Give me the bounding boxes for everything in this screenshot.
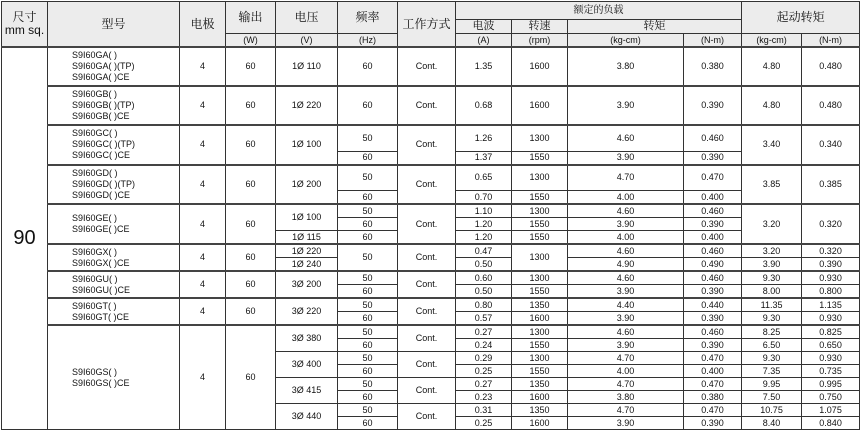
torque-kg-cell: 3.90 (568, 312, 684, 326)
torque-kg-cell: 4.70 (568, 352, 684, 365)
freq-cell: 60 (338, 365, 398, 378)
torque-kg-cell: 3.90 (568, 151, 684, 165)
model-name: S9I60GD( )CE (72, 189, 131, 200)
current-cell: 1.10 (456, 204, 512, 218)
current-cell: 1.20 (456, 231, 512, 245)
voltage-cell: 1Ø 220 (276, 86, 338, 125)
voltage-cell: 3Ø 415 (276, 378, 338, 404)
size-header-line2: mm sq. (4, 23, 45, 37)
current-cell: 0.65 (456, 165, 512, 191)
start-nm-cell: 1.135 (802, 298, 860, 312)
start-nm-cell: 0.750 (802, 391, 860, 404)
speed-cell: 1350 (512, 298, 568, 312)
torque-kg-cell: 3.90 (568, 86, 684, 125)
speed-cell: 1600 (512, 391, 568, 404)
freq-unit: (Hz) (338, 34, 398, 48)
output-cell: 60 (226, 86, 276, 125)
mode-header: 工作方式 (398, 2, 456, 48)
speed-unit: (rpm) (512, 34, 568, 48)
torque-kg-cell: 4.70 (568, 165, 684, 191)
size-cell: 90 (2, 47, 48, 430)
torque-kg-cell: 3.90 (568, 417, 684, 430)
start-unit-nm: (N-m) (802, 34, 860, 48)
start-nm-cell: 0.320 (802, 204, 860, 244)
freq-cell: 60 (338, 312, 398, 326)
start-kg-cell: 6.50 (742, 339, 802, 352)
voltage-cell: 3Ø 220 (276, 298, 338, 325)
start-kg-cell: 3.20 (742, 244, 802, 258)
speed-cell: 1600 (512, 312, 568, 326)
model-name: S9I60GU( ) (72, 273, 118, 284)
torque-kg-cell: 4.60 (568, 244, 684, 258)
mode-cell: Cont. (398, 86, 456, 125)
table-body (2, 47, 860, 430)
output-cell: 60 (226, 325, 276, 430)
freq-cell: 60 (338, 391, 398, 404)
model-name: S9I60GX( )CE (72, 257, 130, 268)
model-cell (48, 86, 180, 125)
size-header-line1: 尺寸 (12, 10, 37, 24)
model-name: S9I60GD( )(TP) (72, 178, 136, 189)
model-name: S9I60GC( ) (72, 128, 118, 139)
poles-cell: 4 (180, 244, 226, 271)
model-name: S9I60GU( )CE (72, 284, 131, 295)
start-kg-cell: 9.30 (742, 271, 802, 285)
current-cell: 0.57 (456, 312, 512, 326)
start-nm-cell: 0.390 (802, 258, 860, 272)
output-cell: 60 (226, 298, 276, 325)
output-cell: 60 (226, 271, 276, 298)
poles-cell: 4 (180, 86, 226, 125)
start-kg-cell: 7.35 (742, 365, 802, 378)
voltage-cell: 3Ø 200 (276, 271, 338, 298)
poles-header: 电极 (180, 2, 226, 48)
torque-nm-cell: 0.390 (684, 339, 742, 352)
start-kg-cell: 9.30 (742, 312, 802, 326)
freq-cell: 50 (338, 352, 398, 365)
speed-cell: 1550 (512, 339, 568, 352)
start-kg-cell: 9.30 (742, 352, 802, 365)
torque-kg-cell: 4.60 (568, 271, 684, 285)
freq-cell: 60 (338, 285, 398, 299)
start-nm-cell: 1.075 (802, 404, 860, 417)
torque-nm-cell: 0.390 (684, 86, 742, 125)
model-name: S9I60GE( )CE (72, 224, 130, 234)
torque-nm-cell: 0.390 (684, 417, 742, 430)
table-row (2, 271, 860, 285)
voltage-cell: 1Ø 220 (276, 244, 338, 258)
freq-cell: 50 (338, 298, 398, 312)
current-cell: 0.68 (456, 86, 512, 125)
voltage-cell: 1Ø 115 (276, 231, 338, 245)
current-cell: 0.60 (456, 271, 512, 285)
start-nm-cell: 0.840 (802, 417, 860, 430)
mode-cell: Cont. (398, 165, 456, 205)
torque-kg-cell: 4.60 (568, 204, 684, 218)
model-name: S9I60GC( )(TP) (72, 139, 136, 150)
torque-nm-cell: 0.390 (684, 151, 742, 165)
voltage-cell: 3Ø 400 (276, 352, 338, 378)
table-row (2, 125, 860, 138)
start-nm-cell: 0.650 (802, 339, 860, 352)
model-name: S9I60GT( ) (72, 300, 117, 311)
output-header: 输出 (226, 2, 276, 34)
spec-table (1, 1, 860, 430)
mode-cell: Cont. (398, 47, 456, 86)
start-kg-cell: 3.20 (742, 204, 802, 244)
start-nm-cell: 0.735 (802, 365, 860, 378)
freq-cell: 50 (338, 125, 398, 151)
freq-cell: 50 (338, 378, 398, 391)
start-kg-cell: 7.50 (742, 391, 802, 404)
start-kg-cell: 3.90 (742, 258, 802, 272)
voltage-cell: 3Ø 440 (276, 404, 338, 430)
speed-cell: 1300 (512, 244, 568, 271)
freq-cell: 50 (338, 404, 398, 417)
start-kg-cell: 8.40 (742, 417, 802, 430)
torque-nm-cell: 0.400 (684, 191, 742, 205)
speed-cell: 1550 (512, 365, 568, 378)
speed-cell: 1350 (512, 404, 568, 417)
mode-cell: Cont. (398, 125, 456, 165)
output-unit: (W) (226, 34, 276, 48)
current-cell: 0.29 (456, 352, 512, 365)
model-name: S9I60GB( )CE (72, 111, 130, 121)
freq-cell: 50 (338, 271, 398, 285)
start-kg-cell: 3.40 (742, 125, 802, 165)
current-cell: 0.80 (456, 298, 512, 312)
start-unit-kg: (kg-cm) (742, 34, 802, 48)
speed-cell: 1300 (512, 271, 568, 285)
poles-cell: 4 (180, 298, 226, 325)
poles-cell: 4 (180, 271, 226, 298)
torque-kg-cell: 4.70 (568, 404, 684, 417)
poles-cell: 4 (180, 125, 226, 165)
poles-cell: 4 (180, 325, 226, 430)
model-cell (48, 125, 180, 165)
current-cell: 0.27 (456, 325, 512, 339)
model-name: S9I60GA( ) (72, 50, 118, 60)
current-header: 电波 (456, 20, 512, 34)
start-nm-cell: 0.930 (802, 312, 860, 326)
freq-cell: 50 (338, 325, 398, 339)
torque-nm-cell: 0.470 (684, 352, 742, 365)
torque-kg-cell: 3.90 (568, 339, 684, 352)
torque-nm-cell: 0.400 (684, 231, 742, 245)
speed-cell: 1550 (512, 231, 568, 245)
freq-cell: 50 (338, 204, 398, 218)
speed-cell: 1550 (512, 218, 568, 231)
freq-cell: 60 (338, 191, 398, 205)
model-name: S9I60GA( )(TP) (72, 61, 135, 71)
torque-nm-cell: 0.390 (684, 218, 742, 231)
start-nm-cell: 0.930 (802, 271, 860, 285)
torque-nm-cell: 0.440 (684, 298, 742, 312)
torque-nm-cell: 0.380 (684, 47, 742, 86)
current-cell: 0.31 (456, 404, 512, 417)
voltage-cell: 1Ø 200 (276, 165, 338, 205)
current-unit: (A) (456, 34, 512, 48)
torque-kg-cell: 4.00 (568, 191, 684, 205)
speed-cell: 1300 (512, 165, 568, 191)
model-name: S9I60GC( )CE (72, 150, 131, 161)
freq-cell: 60 (338, 47, 398, 86)
freq-cell: 60 (338, 86, 398, 125)
current-cell: 1.35 (456, 47, 512, 86)
speed-cell: 1550 (512, 151, 568, 165)
model-name: S9I60GA( )CE (72, 72, 130, 82)
current-cell: 0.50 (456, 258, 512, 272)
torque-nm-cell: 0.470 (684, 378, 742, 391)
start-kg-cell: 4.80 (742, 47, 802, 86)
model-name: S9I60GB( ) (72, 89, 118, 99)
start-kg-cell: 3.85 (742, 165, 802, 205)
torque-nm-cell: 0.460 (684, 204, 742, 218)
table-row (2, 165, 860, 178)
start-torque-header: 起动转矩 (742, 2, 860, 34)
torque-nm-cell: 0.460 (684, 325, 742, 339)
torque-nm-cell: 0.460 (684, 244, 742, 258)
torque-kg-cell: 4.90 (568, 258, 684, 272)
output-cell: 60 (226, 165, 276, 205)
speed-cell: 1550 (512, 285, 568, 299)
output-cell: 60 (226, 204, 276, 244)
freq-header: 频率 (338, 2, 398, 34)
start-nm-cell: 0.480 (802, 47, 860, 86)
table-row (2, 244, 860, 258)
mode-cell: Cont. (398, 271, 456, 298)
speed-cell: 1300 (512, 325, 568, 339)
rated-load-header: 额定的负载 (456, 2, 742, 20)
start-kg-cell: 4.80 (742, 86, 802, 125)
model-cell (48, 298, 180, 325)
model-cell (48, 244, 180, 271)
start-nm-cell: 0.800 (802, 285, 860, 299)
current-cell: 1.26 (456, 125, 512, 151)
current-cell: 0.47 (456, 244, 512, 258)
output-cell: 60 (226, 244, 276, 271)
torque-nm-cell: 0.460 (684, 271, 742, 285)
start-nm-cell: 0.480 (802, 86, 860, 125)
mode-cell: Cont. (398, 378, 456, 404)
model-name: S9I60GT( )CE (72, 311, 130, 322)
start-nm-cell: 0.385 (802, 165, 860, 205)
speed-cell: 1600 (512, 86, 568, 125)
torque-kg-cell: 3.90 (568, 218, 684, 231)
current-cell: 0.23 (456, 391, 512, 404)
output-cell: 60 (226, 47, 276, 86)
torque-nm-cell: 0.470 (684, 404, 742, 417)
freq-cell: 60 (338, 151, 398, 165)
voltage-cell: 1Ø 110 (276, 47, 338, 86)
size-header (2, 2, 48, 48)
torque-kg-cell: 4.40 (568, 298, 684, 312)
torque-kg-cell: 4.70 (568, 378, 684, 391)
voltage-header: 电压 (276, 2, 338, 34)
speed-cell: 1300 (512, 352, 568, 365)
voltage-cell: 3Ø 380 (276, 325, 338, 352)
torque-kg-cell: 4.00 (568, 365, 684, 378)
current-cell: 1.37 (456, 151, 512, 165)
mode-cell: Cont. (398, 325, 456, 352)
torque-unit-nm: (N-m) (684, 34, 742, 48)
model-name: S9I60GS( ) (72, 366, 118, 377)
freq-cell: 60 (338, 218, 398, 231)
output-cell: 60 (226, 125, 276, 165)
torque-kg-cell: 4.60 (568, 125, 684, 151)
mode-cell: Cont. (398, 298, 456, 325)
speed-cell: 1350 (512, 378, 568, 391)
speed-cell: 1300 (512, 125, 568, 151)
current-cell: 0.27 (456, 378, 512, 391)
torque-kg-cell: 4.00 (568, 231, 684, 245)
start-kg-cell: 8.00 (742, 285, 802, 299)
current-cell: 0.70 (456, 191, 512, 205)
model-cell (48, 271, 180, 298)
freq-cell: 50 (338, 244, 398, 271)
speed-cell: 1550 (512, 191, 568, 205)
torque-kg-cell: 3.90 (568, 285, 684, 299)
start-kg-cell: 10.75 (742, 404, 802, 417)
torque-kg-cell: 3.80 (568, 391, 684, 404)
current-cell: 1.20 (456, 218, 512, 231)
speed-cell: 1600 (512, 47, 568, 86)
mode-cell: Cont. (398, 404, 456, 430)
torque-header: 转矩 (568, 20, 742, 34)
table-row (2, 86, 860, 99)
torque-nm-cell: 0.380 (684, 391, 742, 404)
table-header (2, 2, 860, 48)
start-nm-cell: 0.320 (802, 244, 860, 258)
current-cell: 0.24 (456, 339, 512, 352)
current-cell: 0.25 (456, 417, 512, 430)
model-name: S9I60GD( ) (72, 167, 118, 178)
start-kg-cell: 8.25 (742, 325, 802, 339)
table-row (2, 204, 860, 218)
model-name: S9I60GX( ) (72, 246, 118, 257)
model-cell (48, 165, 180, 205)
model-cell (48, 204, 180, 244)
torque-nm-cell: 0.460 (684, 125, 742, 151)
table-row (2, 298, 860, 312)
mode-cell: Cont. (398, 204, 456, 244)
model-cell (48, 325, 180, 430)
start-nm-cell: 0.995 (802, 378, 860, 391)
torque-nm-cell: 0.390 (684, 312, 742, 326)
table-row (2, 325, 860, 339)
voltage-cell: 1Ø 100 (276, 204, 338, 231)
poles-cell: 4 (180, 165, 226, 205)
torque-nm-cell: 0.490 (684, 258, 742, 272)
start-nm-cell: 0.340 (802, 125, 860, 165)
freq-cell: 60 (338, 231, 398, 245)
speed-cell: 1600 (512, 417, 568, 430)
torque-kg-cell: 3.80 (568, 47, 684, 86)
model-name: S9I60GS( )CE (72, 377, 130, 388)
start-kg-cell: 11.35 (742, 298, 802, 312)
torque-nm-cell: 0.400 (684, 365, 742, 378)
torque-nm-cell: 0.470 (684, 165, 742, 191)
voltage-unit: (V) (276, 34, 338, 48)
start-nm-cell: 0.825 (802, 325, 860, 339)
freq-cell: 60 (338, 417, 398, 430)
start-nm-cell: 0.930 (802, 352, 860, 365)
current-cell: 0.50 (456, 285, 512, 299)
model-name: S9I60GB( )(TP) (72, 100, 135, 110)
poles-cell: 4 (180, 204, 226, 244)
poles-cell: 4 (180, 47, 226, 86)
mode-cell: Cont. (398, 352, 456, 378)
freq-cell: 50 (338, 165, 398, 191)
speed-header: 转速 (512, 20, 568, 34)
model-cell (48, 47, 180, 86)
current-cell: 0.25 (456, 365, 512, 378)
torque-kg-cell: 4.60 (568, 325, 684, 339)
torque-nm-cell: 0.390 (684, 285, 742, 299)
model-header: 型号 (48, 2, 180, 48)
freq-cell: 60 (338, 339, 398, 352)
table-row (2, 47, 860, 60)
model-name: S9I60GE( ) (72, 213, 118, 223)
voltage-cell: 1Ø 100 (276, 125, 338, 165)
voltage-cell: 1Ø 240 (276, 258, 338, 272)
speed-cell: 1300 (512, 204, 568, 218)
mode-cell: Cont. (398, 244, 456, 271)
start-kg-cell: 9.95 (742, 378, 802, 391)
torque-unit-kg: (kg-cm) (568, 34, 684, 48)
